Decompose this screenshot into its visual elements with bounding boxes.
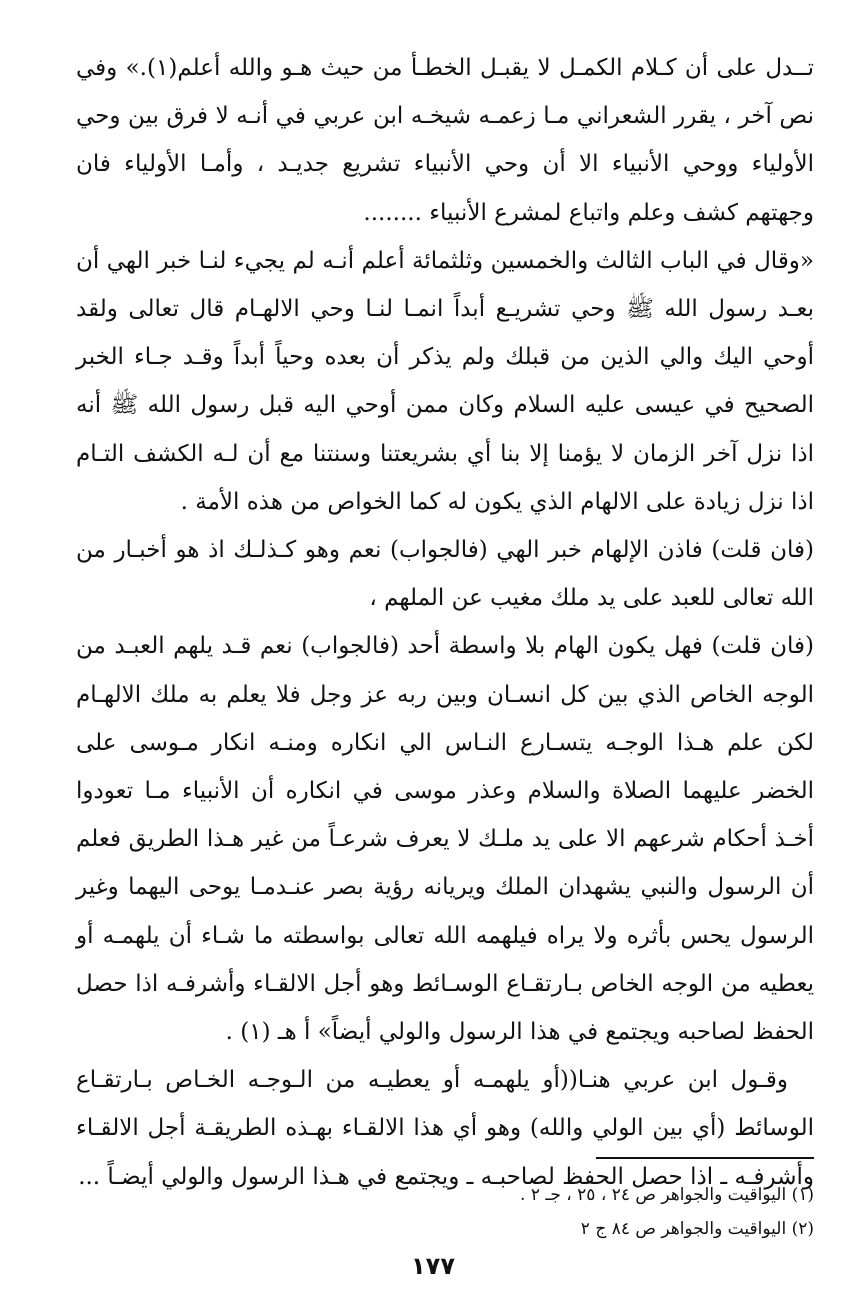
- footnote-separator: [596, 1157, 814, 1159]
- main-text: [76, 44, 814, 1201]
- footnote-1: (١) اليواقيت والجواهر ص ٢٤ ، ٢٥ ، جـ ٢ .: [520, 1185, 814, 1205]
- footnotes: [300, 1178, 814, 1246]
- paragraph-1: تــدل على أن كـلام الكمـل لا يقبـل الخطـأ من حيث هـو والله أعلم(١).» وفي نص آخر ، يقرر الشعراني مـا زعمـه شيخـه ابن عربي في أنـه لا فرق بين وحي الأولياء ووحي الأنبياء الا أن وحي الأنبياء تشريع جديـد ، وأمـا الأولياء فان وجهتهم كشف وعلم واتباع لمشرع الأنبياء ........: [76, 55, 814, 226]
- page-number: ١٧٧: [411, 1252, 455, 1280]
- paragraph-4: (فان قلت) فهل يكون الهام بلا واسطة أحد (فالجواب) نعم قـد يلهم العبـد من الوجه الخاص الذي بين كل انسـان وبين ربه عز وجل فلا يعلم به ملك الالهـام لكن علم هـذا الوجـه يتسـارع النـاس الي انكاره ومنـه انكار مـوسى على الخضر عليهما الصلاة والسلام وعذر موسى في انكاره أن الأنبياء مـا تعودوا أخـذ أحكام شرعهم الا على يد ملـك لا يعرف شرعـاً من غير هـذا الطريق فعلم أن الرسول والنبي يشهدان الملك ويريانه رؤية بصر عنـدمـا يوحى اليهما وغير الرسول يحس بأثره ولا يراه فيلهمه الله تعالى بواسطته ما شـاء أن يلهمـه أو يعطيه من الوجه الخاص بـارتقـاع الوسـائط وهو أجل الالقـاء وأشرفـه اذا حصل الحفظ لصاحبه ويجتمع في هذا الرسول والولي أيضاً» أ هـ (١) .: [76, 633, 814, 1046]
- paragraph-2: «وقال في الباب الثالث والخمسين وثلثمائة أعلم أنـه لم يجيء لنـا خبر الهي أن بعـد رسول الله ﷺ وحي تشريـع أبداً انمـا لنـا وحي الالهـام قال تعالى ولقد أوحي اليك والي الذين من قبلك ولم يذكر أن بعده وحياً أبداً وقـد جـاء الخبر الصحيح في عيسى عليه السلام وكان ممن أوحي اليه قبل رسول الله ﷺ أنه اذا نزل آخر الزمان لا يؤمنا إلا بنا أي بشريعتنا وسنتنا مع أن لـه الكشف التـام اذا نزل زيادة على الالهام الذي يكون له كما الخواص من هذه الأمة .: [76, 247, 814, 515]
- paragraph-5: وقـول ابن عربي هنـا((أو يلهمـه أو يعطيـه من الـوجـه الخـاص بـارتقـاع الوسائط (أي بين الولي والله) وهو أي هذا الالقـاء بهـذه الطريقـة أجل الالقـاء وأشرفـه ـ اذا حصل الحفظ لصاحبـه ـ ويجتمع في هـذا الرسول والولي أيضـاً ...: [76, 1067, 814, 1190]
- paragraph-3: (فان قلت) فاذن الإلهام خبر الهي (فالجواب) نعم وهو كـذلـك اذ هو أخبـار من الله تعالى للعبد على يد ملك مغيب عن الملهم ،: [76, 537, 814, 612]
- footnote-2: (٢) اليواقيت والجواهر ص ٨٤ ج ٢: [580, 1219, 814, 1239]
